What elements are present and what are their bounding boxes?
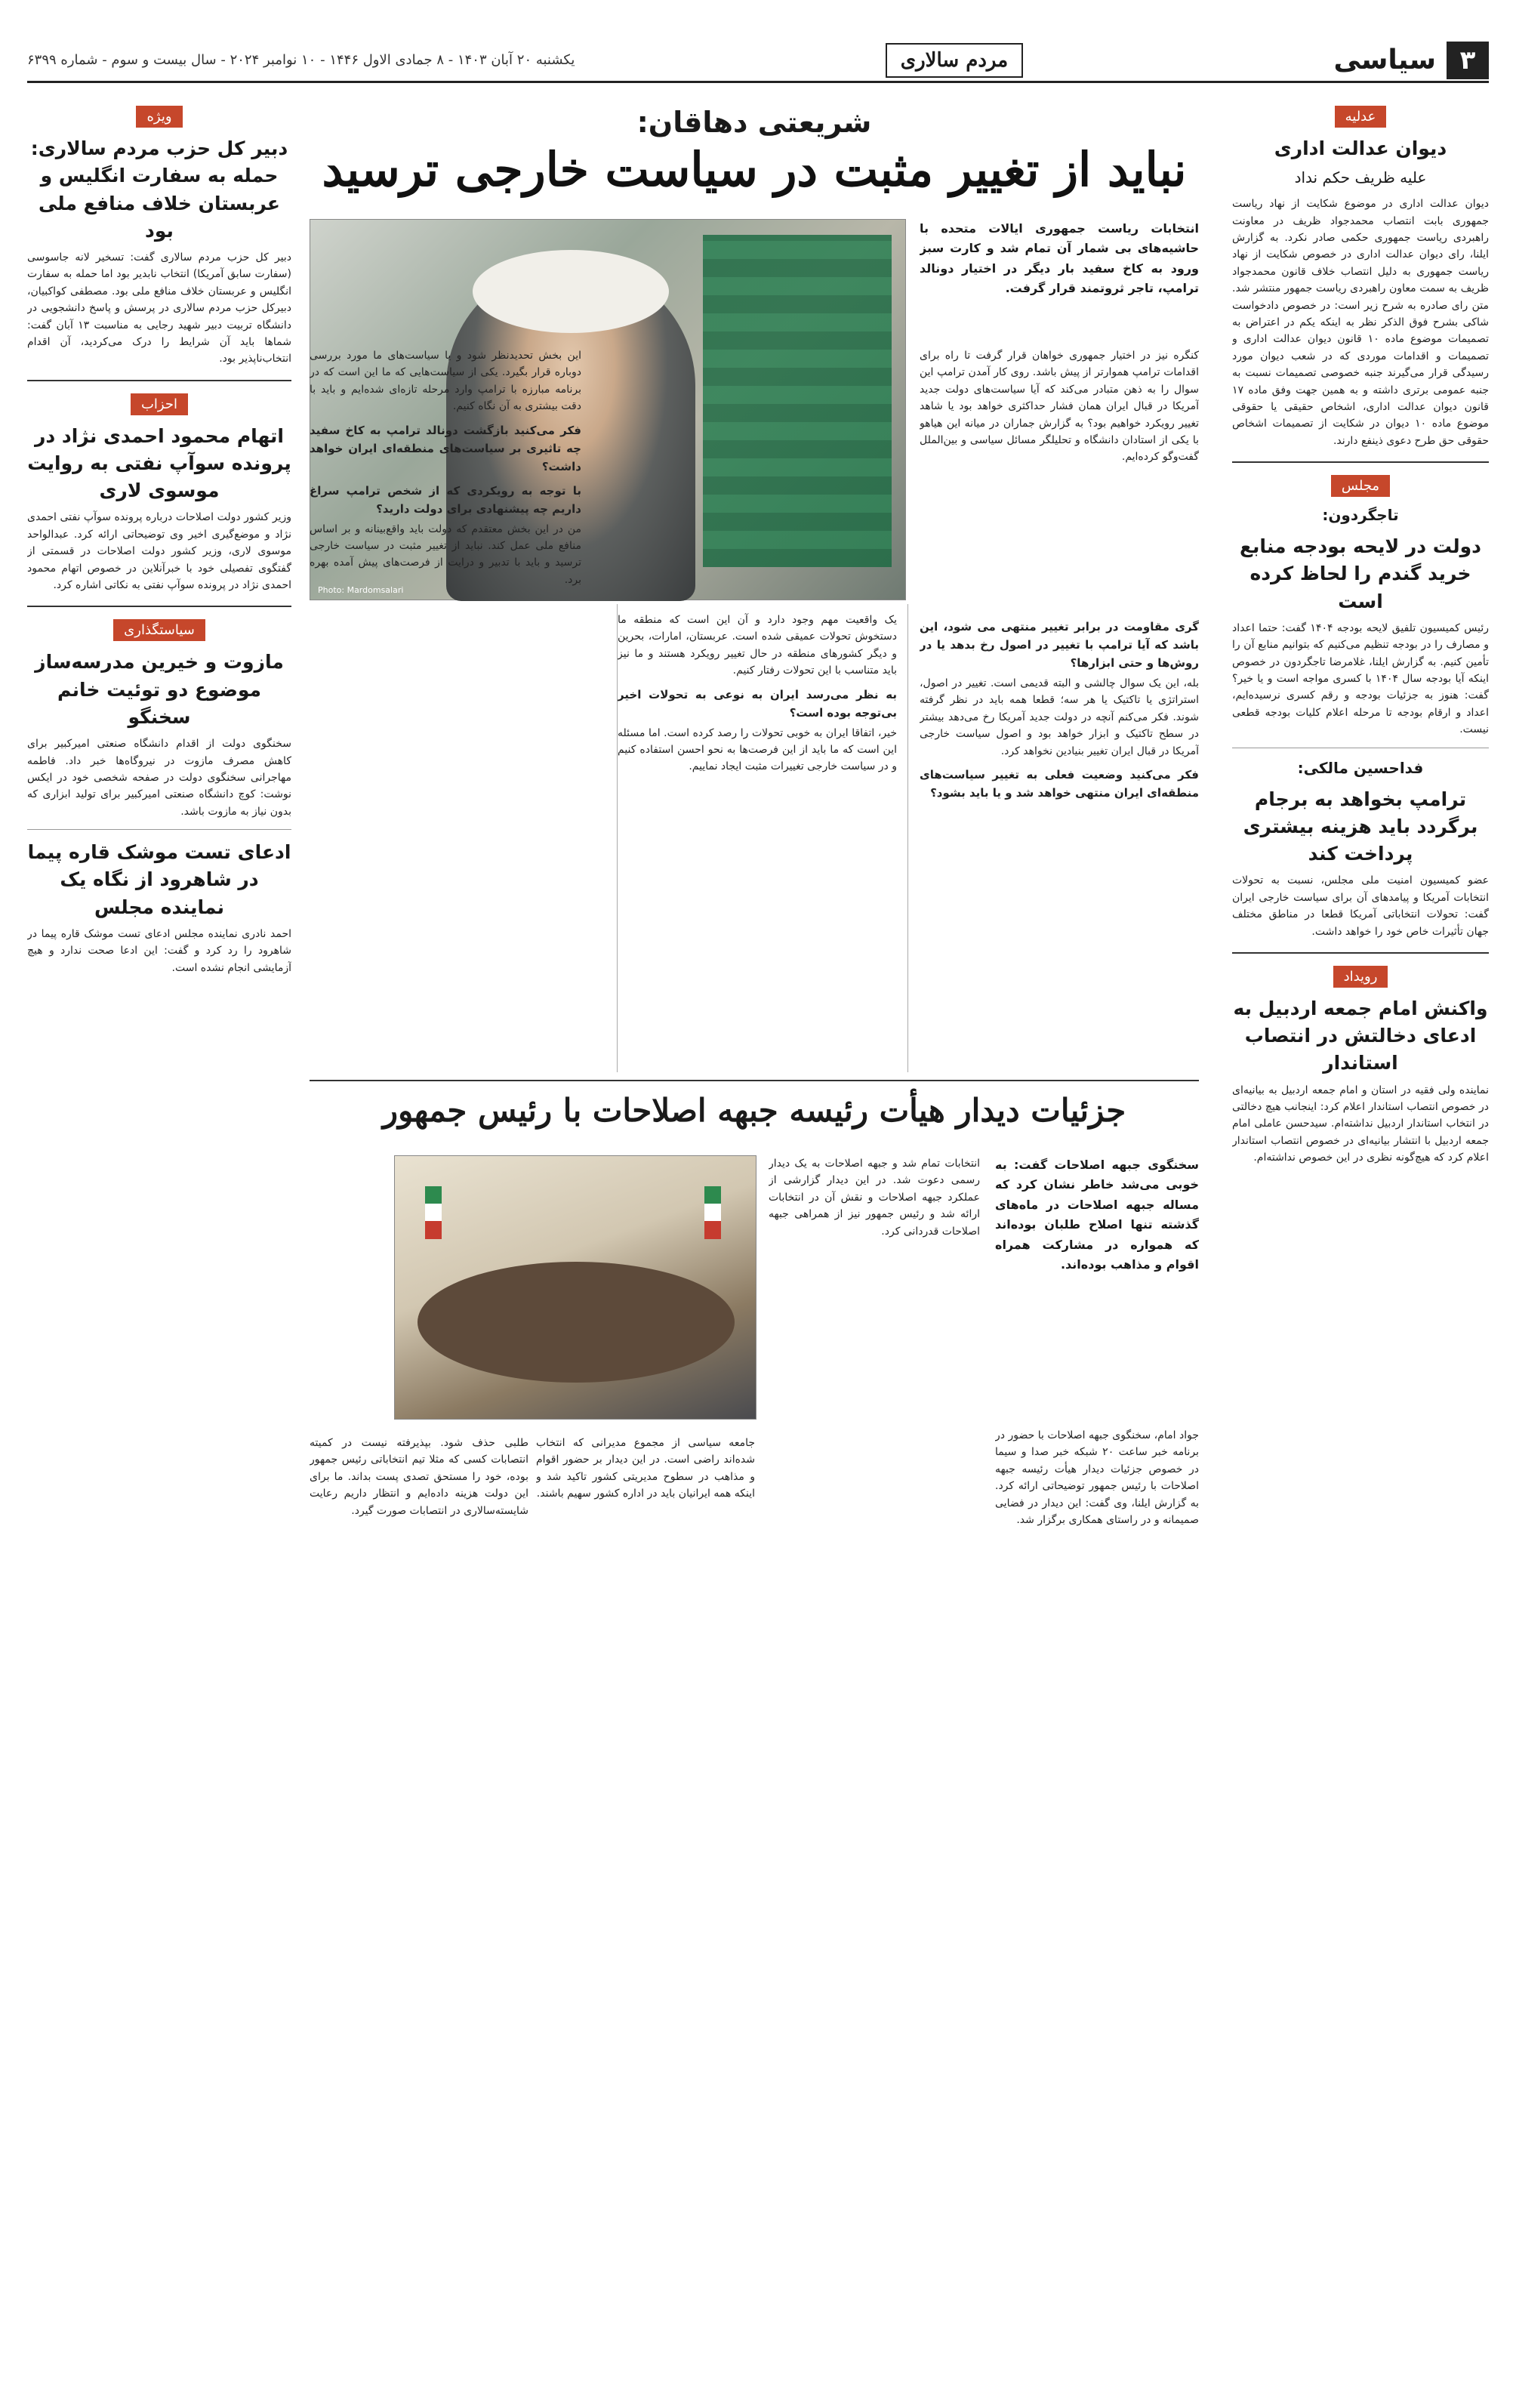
dateline: یکشنبه ۲۰ آبان ۱۴۰۳ - ۸ جمادی الاول ۱۴۴۶ - ۱۰ نوامبر ۲۰۲۴ - سال بیست و سوم - شماره ۶۳۹۹ — [27, 52, 575, 68]
article-title: واکنش امام جمعه اردبیل به ادعای دخالتش در انتصاب استاندار — [1233, 997, 1488, 1075]
center-content — [310, 106, 1199, 2379]
article-title: دولت در لایحه بودجه منابع خرید گندم را لحاظ کرده است — [1239, 535, 1482, 612]
main-body-col — [310, 347, 581, 1080]
story-divider — [310, 1080, 1199, 1081]
second-headline: جزئیات دیدار هیأت رئیسه جبهه اصلاحات با رئیس جمهور — [382, 1092, 1126, 1129]
newspaper-logo: مردم سالاری — [886, 43, 1023, 78]
kicker-parties: احزاب — [131, 393, 188, 415]
article-title: ادعای تست موشک قاره پیما در شاهرود از نگاه یک نماینده مجلس — [27, 841, 291, 918]
second-body-col: طلبی حذف شود. بپذیرفته نیست در کمیته انتصابات کسی که مثلا تیم انتخاباتی رئیس جمهور بوده، خود را مستحق تصدی پست بداند. ما برای این دولت هزینه داده‌ایم و انتظار داریم رعایت شایسته‌سالاری در انتصابات صورت گیرد. — [310, 1437, 528, 1517]
article-body: نماینده ولی فقیه در استان و امام جمعه اردبیل به بیانیه‌ای در خصوص انتصاب استاندار اعلام کرد: اینجانب هیچ دخالتی در انتخاب استاندار اردبیل نداشته‌ام. سیدحسن عاملی امام جمعه اردبیل با انتشار بیانیه‌ای در خصوص انتصاب استاندار اعلام کرد که هیچ‌گونه نظری در این خصوص نداشته‌ام. — [1232, 1084, 1489, 1164]
main-headline: نباید از تغییر مثبت در سیاست خارجی ترسید — [322, 142, 1187, 197]
article-title: دبیر کل حزب مردم سالاری: حمله به سفارت انگلیس و عربستان خلاف منافع ملی بود — [30, 137, 288, 242]
kicker-event: رویداد — [1333, 966, 1388, 988]
main-overline: شریعتی دهاقان: — [636, 106, 872, 139]
article-body: دیوان عدالت اداری در موضوع شکایت از نهاد ریاست جمهوری بابت انتصاب محمدجواد ظریف در معاونت راهبردی ریاست جمهوری حکمی صادر نکرد. به گزارش ایلنا، رای دیوان عدالت اداری در خصوص شکایت از نهاد ریاست جمهوری به دلیل انتصاب خلاف قانون محمدجواد ظریف به سمت معاون راهبردی ریاست جمهور منتشر شد. متن رای صادره به شرح زیر است: در خصوص دادخواست شاکی بشرح فوق الذکر نظر به اینکه یکم در اعتراض به تصمیمات موضوع ماده ۱۰ قانون دیوان عدالت اداری و تصمیمات و اقدامات موردی که در شعب دیوان مورد رسیدگی قرار می‌گیرند جنبه خصوصی تصمیمات نسبت به جنبه عمومی برتری داشته و به همین جهت وفق ماده ۱۷ قانون دیوان عدالت اداری، اشخاص حقیقی یا حقوقی موضوع ماده ۱۰ دیوان در شکایت از تصمیمات اشخاص حقوقی حق طرح دعوی ذینفع دارند. — [1232, 198, 1489, 447]
interview-answer: بله، این یک سوال چالشی و البته قدیمی است. تغییر در اصول، استراتژی یا تاکتیک یا هر سه؛ قطعا همه باید در نظر گرفته شوند. فکر می‌کنم آنچه در دولت جدید آمریکا رخ می‌دهد بیشتر در سطح تاکتیک و ابزار خواهد بود و اصول سیاست خارجی آمریکا در قبال ایران تغییر بنیادین نخواهد کرد. — [920, 677, 1199, 757]
section-name: سیاسی — [1333, 45, 1436, 76]
photo-credit: Photo: Mardomsalari — [318, 585, 404, 595]
interview-question: با توجه به رویکردی که از شخص ترامپ سراغ داریم چه پیشنهادی برای دولت دارید؟ — [310, 483, 581, 516]
interview-answer: خیر، اتفاقا ایران به خوبی تحولات را رصد کرده است. اما مسئله این است که ما باید از این فرصت‌ها به نحو احسن استفاده کنیم و در سیاست خارجی تغییرات مثبت ایجاد نماییم. — [618, 726, 897, 773]
interview-question: فکر می‌کنید بازگشت دونالد ترامپ به کاخ سفید چه تاثیری بر سیاست‌های منطقه‌ای ایران خواهد داشت؟ — [310, 423, 581, 473]
article-body: وزیر کشور دولت اصلاحات درباره پرونده سوآپ نفتی احمدی نژاد و موضع‌گیری اخیر وی توضیحاتی ارائه کرد. عبدالواحد موسوی لاری، وزیر کشور دولت اصلاحات در قسمتی از گفتگوی تفصیلی خود با خبرآنلاین در خصوص اتهام محمود احمدی نژاد در پرونده سوآپ نفتی به نکاتی اشاره کرد. — [27, 511, 291, 592]
article-subtitle: علیه ظریف حکم نداد — [1294, 168, 1427, 187]
main-lead: انتخابات ریاست جمهوری ایالات متحده با حاشیه‌های بی شمار آن تمام شد و کارت سبز ورود به کاخ سفید بار دیگر در اختیار دونالد ترامپ، تاجر ثروتمند قرار گرفت. — [920, 221, 1199, 296]
article-title: دیوان عدالت اداری — [1274, 137, 1447, 159]
main-body-col: کنگره نیز در اختیار جمهوری خواهان قرار گرفت تا راه برای اقدامات ترامپ هموارتر از پیش باشد. روی کار آمدن ترامپ این سوال را به ذهن متبادر می‌کند که آیا سیاست‌های دولت جدید آمریکا در قبال ایران همان فشار حداکثری خواهد بود یا شاهد تغییر رویکرد خواهیم بود؟ به گزارش جماران در میانه این هیاهو با یکی از استادان دانشگاه و تحلیلگر مسائل سیاسی و بین‌الملل گفت‌وگو کرده‌ایم. — [920, 350, 1199, 464]
main-body-col — [618, 612, 897, 1080]
interview-question: گری مقاومت در برابر تغییر منتهی می شود، این باشد که آیا ترامپ با تغییر در اصول رخ بدهد یا در روش‌ها و حتی ابزارها؟ — [920, 620, 1199, 670]
kicker-special: ویژه — [136, 106, 182, 128]
kicker-judiciary: عدلیه — [1335, 106, 1387, 128]
meeting-photo — [394, 1155, 756, 1420]
left-column — [27, 106, 291, 2379]
interview-answer: این بخش تحدیدنظر شود و یا سیاست‌های ما مورد بررسی دوباره قرار بگیرد. یکی از سیاست‌هایی که ما این است که در برنامه مبارزه با ترامپ وارد مرحله تازه‌ای شده‌ایم و باید با دقت بیشتری به آن نگاه کنیم. — [310, 350, 581, 413]
article-body: رئیس کمیسیون تلفیق لایحه بودجه ۱۴۰۴ گفت: حتما اعداد و مصارف را در بودجه تنظیم می‌کنیم که بتوانیم منابع آن را تأمین کنیم. به گزارش ایلنا، غلامرضا تاجگردون در خصوص اینکه آیا بودجه سال ۱۴۰۴ با کسری مواجه است و یا خیر؟ گفت: هنوز به جزئیات بودجه و رقم کسری نرسیده‌ایم، اعداد و ارقام بودجه تا مرحله اعلام کلیات بودجه قطعی نیست. — [1232, 621, 1489, 736]
second-body-col: جامعه سیاسی از مجموع مدیرانی که انتخاب شده‌اند راضی است. در این دیدار بر حضور اقوام و مذاهب در سطوح مدیریتی کشور تاکید شد و اینکه همه ایرانیان باید در اداره کشور سهیم باشند. — [536, 1437, 755, 1500]
article-body: سخنگوی دولت از اقدام دانشگاه صنعتی امیرکبیر برای کاهش مصرف مازوت در نیروگاه‌ها خبر داد. فاطمه مهاجرانی سخنگوی دولت در صفحه شخصی خود در ایکس نوشت: کوچ دانشگاه صنعتی امیرکبیر برای تولید ابزاری که بدون نیاز به مازوت باشد. — [27, 738, 291, 818]
page-number: ۳ — [1447, 42, 1489, 79]
article-title: اتهام محمود احمدی نژاد در پرونده سوآپ نفتی به روایت موسوی لاری — [27, 424, 291, 502]
masthead-section — [1334, 42, 1489, 79]
second-lead: سخنگوی جبهه اصلاحات گفت: به خوبی می‌شد خاطر نشان کرد که مساله جبهه اصلاحات در ماه‌های گذشته تنها اصلاح طلبان بوده‌اند که همواره در مشارکت همراه اقوام و مذاهب بوده‌اند. — [995, 1158, 1199, 1272]
article-title: ترامپ بخواهد به برجام برگردد باید هزینه بیشتری پرداخت کند — [1243, 788, 1478, 865]
article-body: دبیر کل حزب مردم سالاری گفت: تسخیر لانه جاسوسی (سفارت سابق آمریکا) انتخاب نابدیر بود اما حمله به سفارت انگلیس و عربستان خلاف منافع ملی بود. مصطفی کواکبیان، دبیرکل حزب مردم سالاری در پرسش و پاسخ دانشجویی در دانشگاه تربیت دبیر شهید رجایی به مناسبت ۱۳ آبان گفت: شماها باید آن شرایط را درک می‌کردید، آن اقدام انتخاب‌ناپذیر بود. — [27, 251, 291, 365]
interview-question: به نظر می‌رسد ایران به نوعی به تحولات اخیر بی‌توجه بوده است؟ — [618, 687, 897, 720]
article-title: مازوت و خیرین مدرسه‌ساز موضوع دو توئیت خانم سخنگو — [35, 651, 284, 728]
interview-answer: من در این بخش معتقدم که دولت باید واقع‌بینانه و بر اساس منافع ملی عمل کند. نباید از تغییر مثبت در سیاست خارجی ترسید و باید با تدبیر و درایت از فرصت‌های پیش آمده بهره برد. — [310, 523, 581, 586]
main-body-col — [920, 612, 1199, 1080]
article-body: عضو کمیسیون امنیت ملی مجلس، نسبت به تحولات انتخابات آمریکا و پیامدهای آن برای سیاست خارجی ایران گفت: تحولات انتخاباتی آمریکا قطعا در مناطق مختلف جهان تأثیرات خاص خود را خواهد داشت. — [1232, 874, 1489, 938]
article-overline: تاجگردون: — [1322, 506, 1399, 525]
interview-answer: یک واقعیت مهم وجود دارد و آن این است که منطقه ما دستخوش تحولات عمیقی شده است. عربستان، امارات، بحرین و دیگر کشورهای منطقه در حال تغییر رویکرد هستند و ما نیز باید متناسب با این تحولات رفتار کنیم. — [618, 614, 897, 677]
masthead — [27, 39, 1489, 83]
article-body: احمد نادری نماینده مجلس ادعای تست موشک قاره پیما در شاهرود را رد کرد و گفت: این ادعا صحت ندارد و هیچ آزمایشی انجام نشده است. — [27, 927, 291, 974]
kicker-parliament: مجلس — [1331, 475, 1390, 497]
right-column — [1232, 106, 1489, 2379]
interview-question: فکر می‌کنید وضعیت فعلی به تغییر سیاست‌های منطقه‌ای ایران منتهی خواهد شد و یا باید بشود؟ — [920, 767, 1199, 800]
second-body-col: انتخابات تمام شد و جبهه اصلاحات به یک دیدار رسمی دعوت شد. در این دیدار گزارشی از عملکرد جبهه اصلاحات و نقش آن در انتخابات ارائه شد و رئیس جمهور نیز از همراهی جبهه اصلاحات قدردانی کرد. — [769, 1158, 980, 1238]
article-overline: فداحسین مالکی: — [1297, 758, 1424, 777]
kicker-policy: سیاستگذاری — [113, 619, 205, 641]
second-body-col: جواد امام، سخنگوی جبهه اصلاحات با حضور در برنامه خبر ساعت ۲۰ شبکه خبر صدا و سیما در خصوص جزئیات دیدار هیأت رئیسه جبهه اصلاحات با رئیس جمهور توضیحاتی ارائه کرد. به گزارش ایلنا، وی گفت: این دیدار در فضایی صمیمانه و در راستای همکاری برگزار شد. — [995, 1429, 1199, 1526]
